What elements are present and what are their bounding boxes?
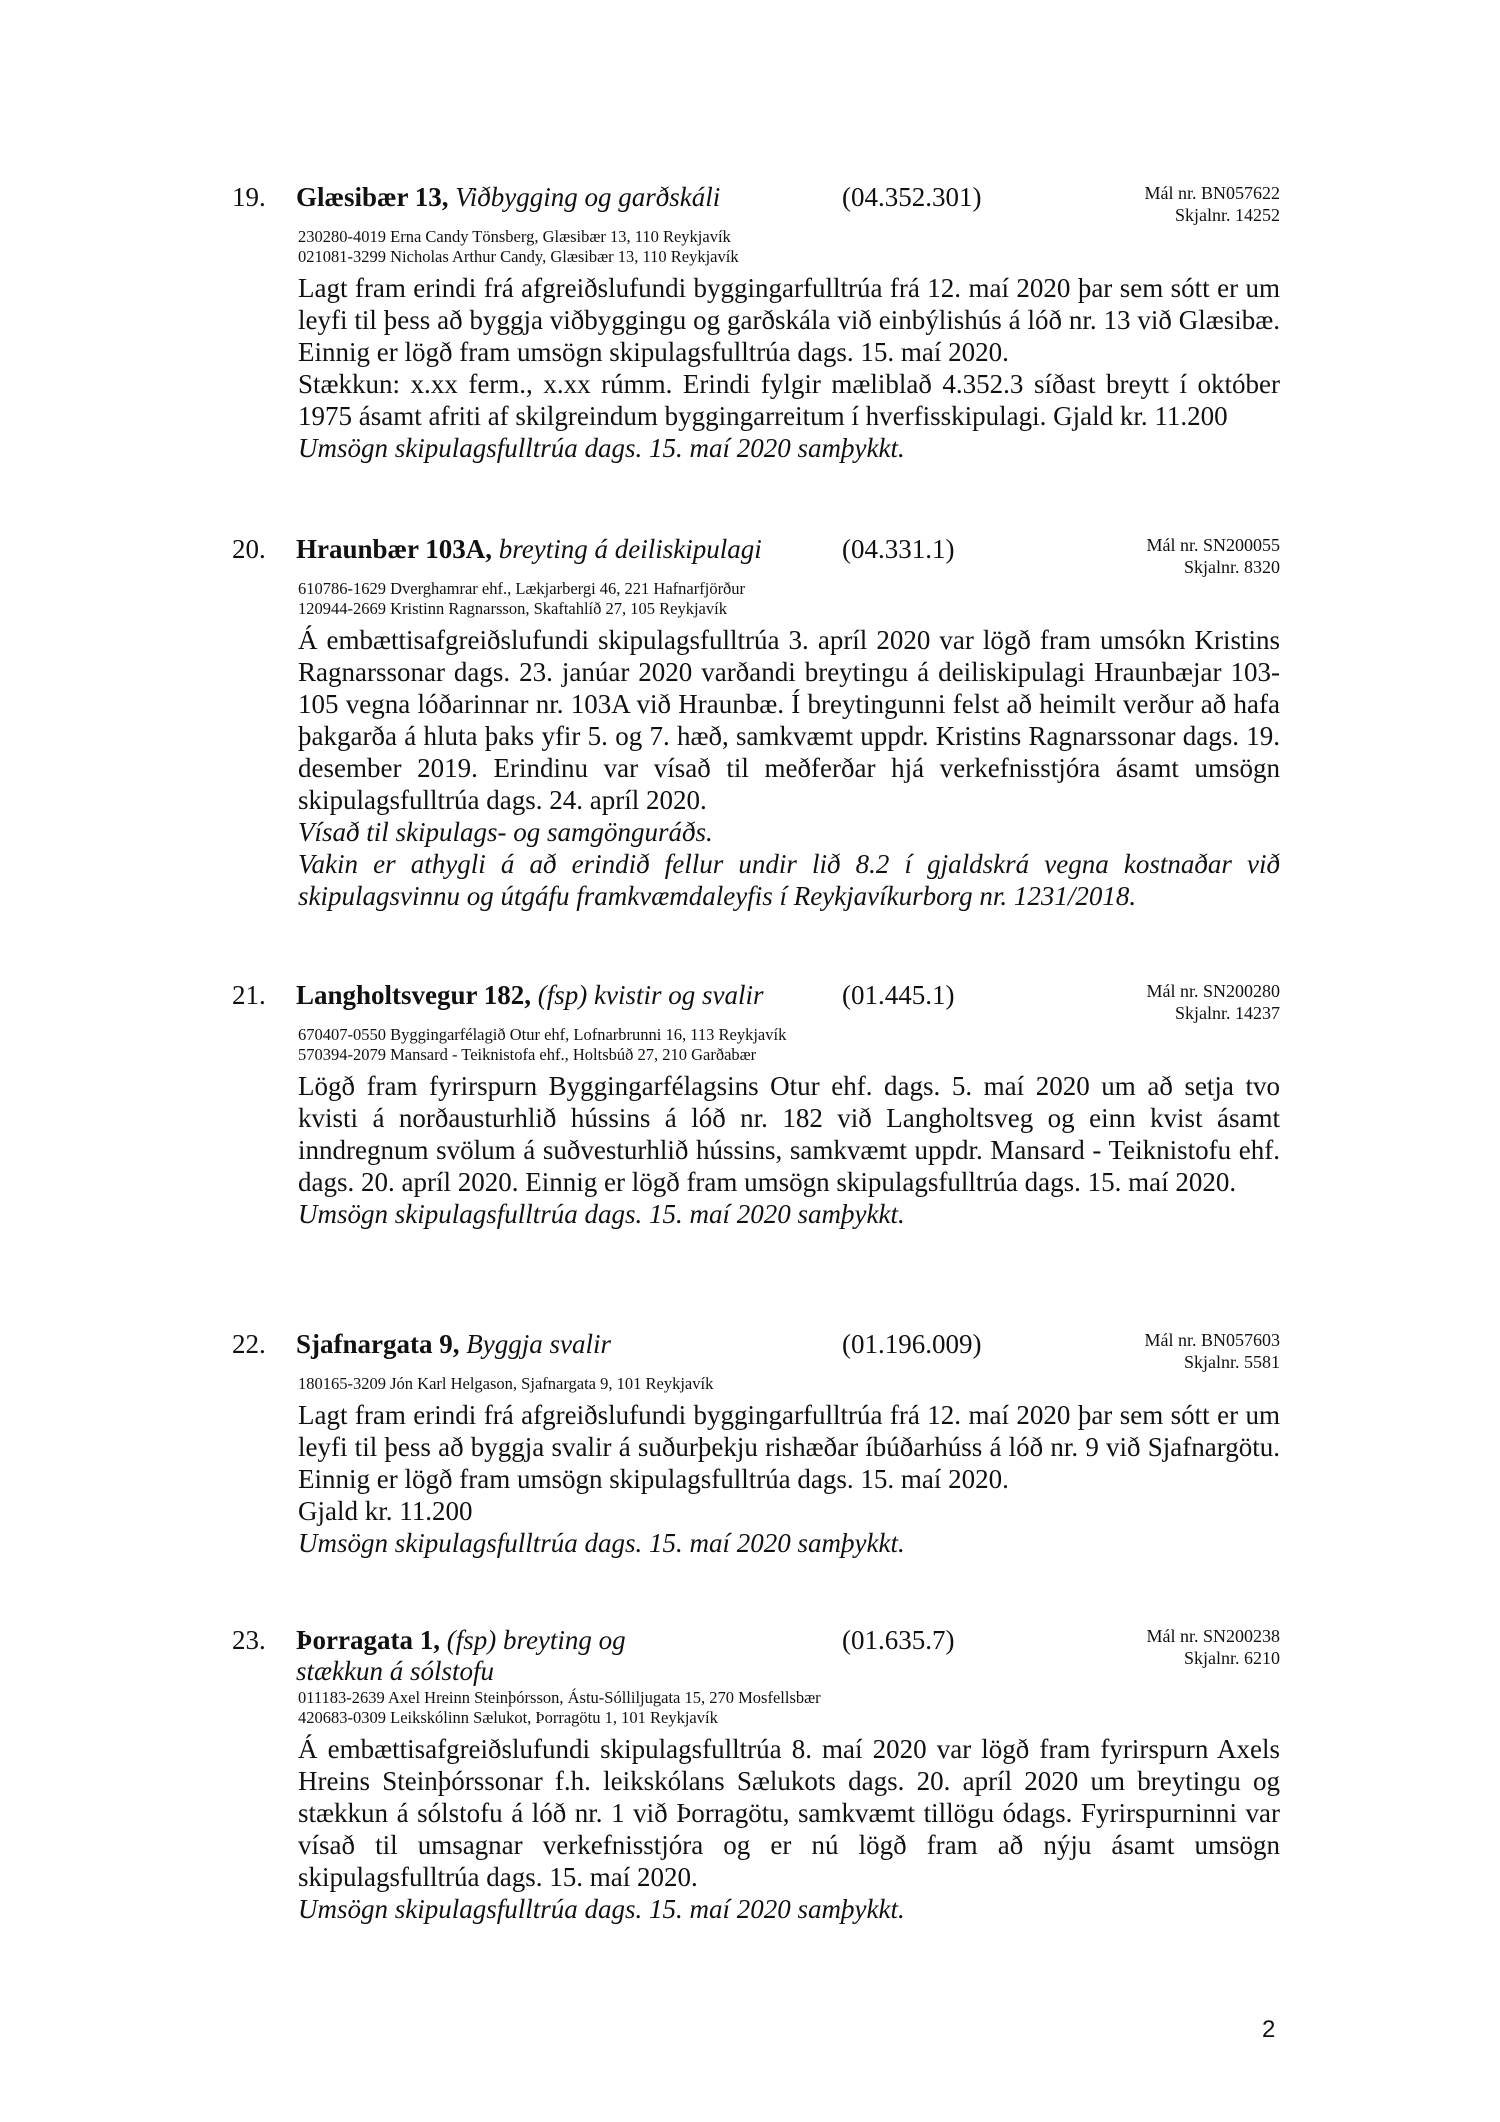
item-decision: Umsögn skipulagsfulltrúa dags. 15. maí 2020 samþykkt. [298,1894,905,1924]
applicant: 670407-0550 Byggingarfélagið Otur ehf, Lofnarbrunni 16, 113 Reykjavík [298,1025,787,1044]
item-body [298,624,1280,912]
item-heading [296,980,816,1011]
item-references [1146,1625,1280,1669]
case-number: Mál nr. BN057603 [1144,1330,1280,1350]
item-paragraph: Stækkun: x.xx ferm., x.xx rúmm. Erindi fylgir mæliblað 4.352.3 síðast breytt í október 1975 ásamt afriti af skilgreindum byggingarreitum í hverfisskipulagi. Gjald kr. 11.200 [298,369,1280,431]
item-land-code: (01.635.7) [842,1625,955,1655]
item-paragraph: Lögð fram fyrirspurn Byggingarfélagsins Otur ehf. dags. 5. maí 2020 um að setja tvo kvisti á norðausturhlið hússins á lóð nr. 182 við Langholtsveg og einn kvist ásamt inndregnum svölum á suðvesturhlið hússins, samkvæmt uppdr. Mansard - Teiknistofu ehf. dags. 20. apríl 2020. Einnig er lögð fram umsögn skipulagsfulltrúa dags. 15. maí 2020. [298,1071,1280,1197]
item-heading [296,534,816,565]
item-subject: Byggja svalir [466,1329,611,1359]
item-land-code: (04.352.301) [842,182,982,212]
page-number: 2 [1262,2016,1276,2043]
item-heading [296,1625,626,1687]
case-number: Mál nr. BN057622 [1144,183,1280,203]
case-number: Mál nr. SN200055 [1146,535,1280,555]
item-subject: breyting á deiliskipulagi [498,534,762,564]
applicant-list [298,1374,713,1394]
applicant: 230280-4019 Erna Candy Tönsberg, Glæsibær 13, 110 Reykjavík [298,227,731,246]
item-number: 21. [232,980,266,1010]
item-land-code: (01.196.009) [842,1329,982,1359]
applicant: 180165-3209 Jón Karl Helgason, Sjafnargata 9, 101 Reykjavík [298,1374,714,1393]
case-number: Mál nr. SN200238 [1146,1626,1280,1646]
item-subject: Viðbygging og garðskáli [455,182,721,212]
item-decision: Umsögn skipulagsfulltrúa dags. 15. maí 2020 samþykkt. [298,1528,905,1558]
item-body [298,1399,1280,1559]
item-references [1146,534,1280,578]
applicant: 570394-2079 Mansard - Teiknistofa ehf., Holtsbúð 27, 210 Garðabær [298,1044,757,1064]
applicant-list [298,579,745,618]
item-address: Þorragata 1, [296,1625,440,1655]
document-number: Skjalnr. 6210 [1183,1648,1280,1668]
item-decision: Umsögn skipulagsfulltrúa dags. 15. maí 2020 samþykkt. [298,1199,905,1229]
applicant: 610786-1629 Dverghamrar ehf., Lækjarbergi 46, 221 Hafnarfjörður [298,579,746,598]
item-decision: Vakin er athygli á að erindið fellur undir lið 8.2 í gjaldskrá vegna kostnaðar við skipulagsvinnu og útgáfu framkvæmdaleyfis í Reykjavíkurborg nr. 1231/2018. [298,849,1280,911]
item-body [298,272,1280,464]
item-references [1144,182,1280,226]
item-references [1144,1329,1280,1373]
item-address: Langholtsvegur 182, [296,980,532,1010]
applicant: 120944-2669 Kristinn Ragnarsson, Skaftahlíð 27, 105 Reykjavík [298,598,727,618]
item-land-code: (04.331.1) [842,534,955,564]
item-paragraph: Gjald kr. 11.200 [298,1496,473,1526]
document-number: Skjalnr. 5581 [1183,1352,1280,1372]
item-heading [296,182,816,213]
item-number: 22. [232,1329,266,1359]
item-body [298,1733,1280,1925]
item-heading [296,1329,816,1360]
applicant-list [298,1688,821,1727]
applicant: 011183-2639 Axel Hreinn Steinþórsson, Ástu-Sólliljugata 15, 270 Mosfellsbær [298,1688,821,1707]
item-paragraph: Lagt fram erindi frá afgreiðslufundi byggingarfulltrúa frá 12. maí 2020 þar sem sótt er um leyfi til þess að byggja viðbyggingu og garðskála við einbýlishús á lóð nr. 13 við Glæsibæ. Einnig er lögð fram umsögn skipulagsfulltrúa dags. 15. maí 2020. [298,273,1280,367]
item-body [298,1070,1280,1230]
applicant-list [298,1025,786,1064]
case-number: Mál nr. SN200280 [1146,981,1280,1001]
item-references [1146,980,1280,1024]
item-subject: (fsp) breyting og stækkun á sólstofu [296,1625,626,1686]
applicant: 021081-3299 Nicholas Arthur Candy, Glæsibær 13, 110 Reykjavík [298,246,739,266]
item-paragraph: Lagt fram erindi frá afgreiðslufundi byggingarfulltrúa frá 12. maí 2020 þar sem sótt er um leyfi til þess að byggja svalir á suðurþekju rishæðar íbúðarhúss á lóð nr. 9 við Sjafnargötu. Einnig er lögð fram umsögn skipulagsfulltrúa dags. 15. maí 2020. [298,1400,1280,1494]
item-number: 19. [232,182,266,212]
item-paragraph: Á embættisafgreiðslufundi skipulagsfulltrúa 3. apríl 2020 var lögð fram umsókn Kristins Ragnarssonar dags. 23. janúar 2020 varðandi breytingu á deiliskipulagi Hraunbæjar 103-105 vegna lóðarinnar nr. 103A við Hraunbæ. Í breytingunni felst að heimilt verður að hafa þakgarða á hluta þaks yfir 5. og 7. hæð, samkvæmt uppdr. Kristins Ragnarssonar dags. 19. desember 2019. Erindinu var vísað til meðferðar hjá verkefnisstjóra ásamt umsögn skipulagsfulltrúa dags. 24. apríl 2020. [298,625,1280,815]
item-number: 23. [232,1625,266,1655]
item-address: Glæsibær 13, [296,182,449,212]
item-paragraph: Á embættisafgreiðslufundi skipulagsfulltrúa 8. maí 2020 var lögð fram fyrirspurn Axels Hreins Steinþórssonar f.h. leikskólans Sælukots dags. 20. apríl 2020 um breytingu og stækkun á sólstofu á lóð nr. 1 við Þorragötu, samkvæmt tillögu ódags. Fyrirspurninni var vísað til umsagnar verkefnisstjóra og er nú lögð fram að nýju ásamt umsögn skipulagsfulltrúa dags. 15. maí 2020. [298,1734,1280,1892]
item-subject: (fsp) kvistir og svalir [537,980,764,1010]
document-number: Skjalnr. 14237 [1174,1003,1280,1023]
item-land-code: (01.445.1) [842,980,955,1010]
applicant-list [298,227,739,266]
item-decision: Vísað til skipulags- og samgönguráðs. [298,817,713,847]
item-address: Hraunbær 103A, [296,534,493,564]
document-number: Skjalnr. 8320 [1183,557,1280,577]
document-number: Skjalnr. 14252 [1174,205,1280,225]
applicant: 420683-0309 Leikskólinn Sælukot, Þorragötu 1, 101 Reykjavík [298,1707,718,1727]
item-number: 20. [232,534,266,564]
item-decision: Umsögn skipulagsfulltrúa dags. 15. maí 2020 samþykkt. [298,433,905,463]
item-address: Sjafnargata 9, [296,1329,460,1359]
